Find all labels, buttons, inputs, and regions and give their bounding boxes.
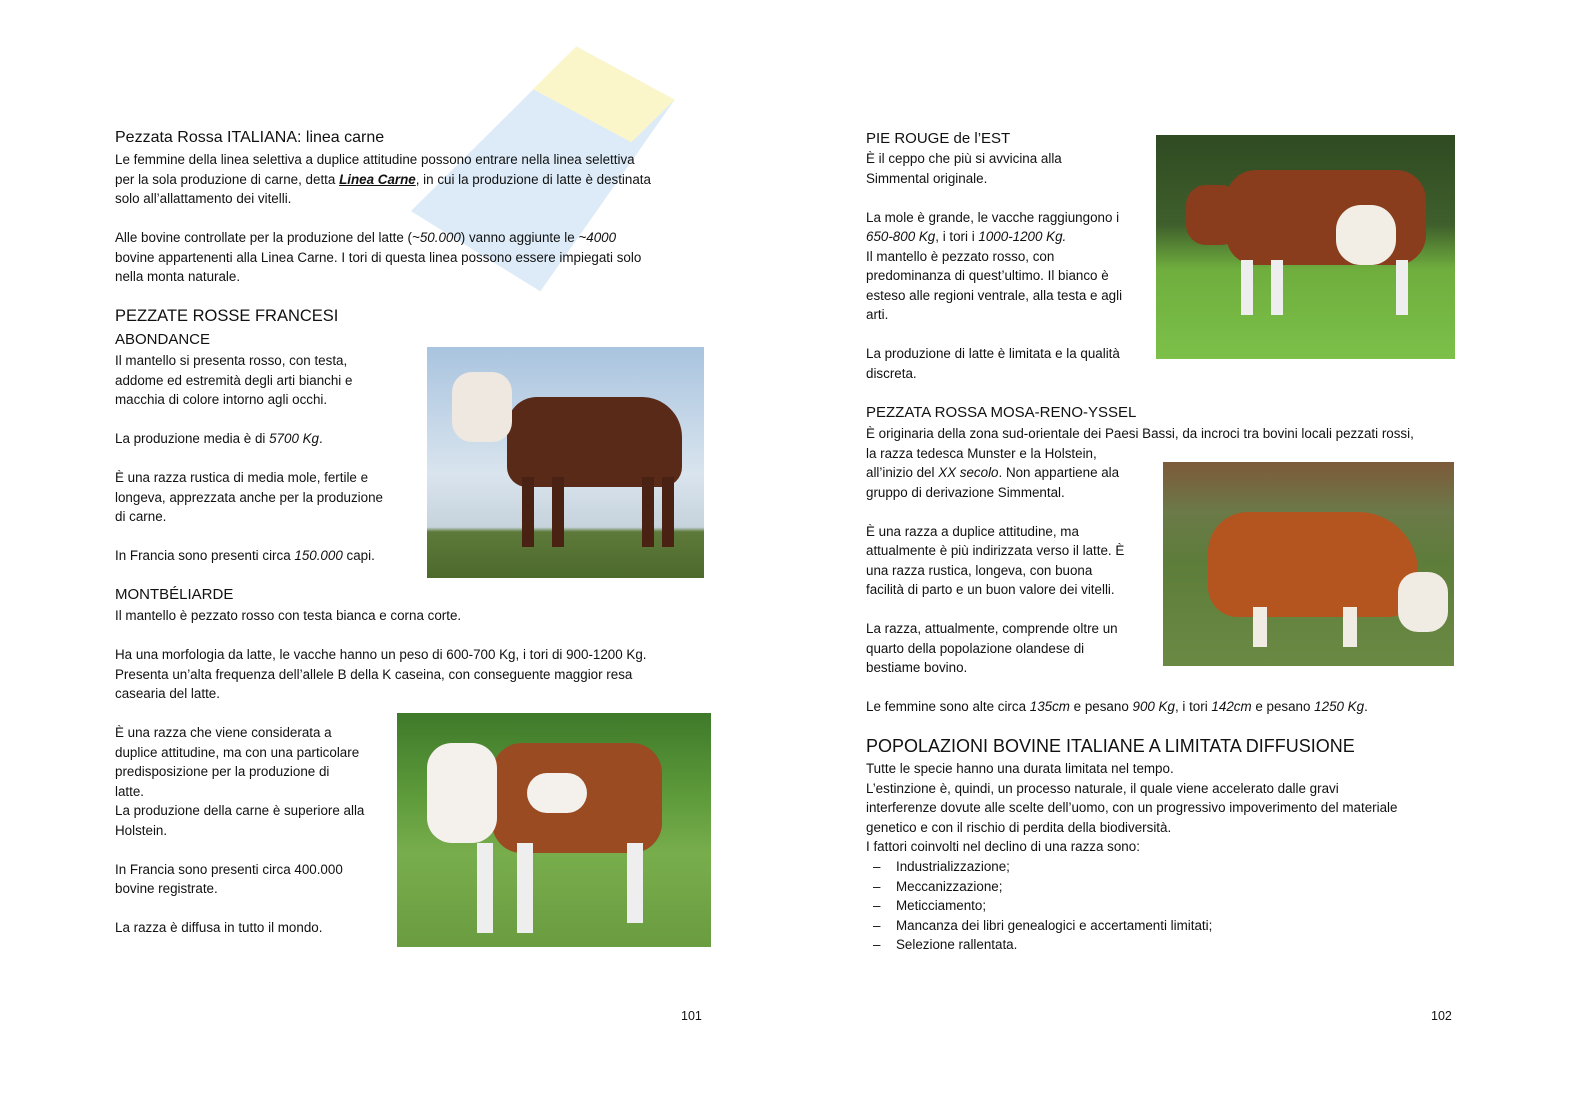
text-segment: , i tori xyxy=(1174,699,1212,714)
text-segment: Ha una morfologia da latte, le vacche hanno un peso di 600-700 Kg, i tori di 900-1200 Kg. xyxy=(115,647,647,662)
paragraph-gap xyxy=(115,410,383,430)
text-segment: La produzione di latte è limitata e la qualità xyxy=(866,346,1120,361)
text-line xyxy=(866,837,1397,857)
text-line xyxy=(866,798,1397,818)
text-line xyxy=(866,149,1122,169)
text-line xyxy=(115,390,383,410)
page-number-left: 101 xyxy=(681,1009,702,1023)
italic-value: XX secolo xyxy=(938,465,999,480)
text-segment: capi. xyxy=(342,548,375,563)
text-segment: . xyxy=(319,431,323,446)
paragraph-gap xyxy=(115,840,364,860)
text-segment: La razza, attualmente, comprende oltre un xyxy=(866,621,1118,636)
text-line xyxy=(866,286,1122,306)
text-segment: arti. xyxy=(866,307,889,322)
text-line xyxy=(115,645,647,665)
text-line xyxy=(115,468,383,488)
heading-montbeliarde: MONTBÉLIARDE xyxy=(115,586,234,603)
text-segment: attualmente è più indirizzata verso il latte. È xyxy=(866,543,1125,558)
text-line xyxy=(115,189,651,209)
text-segment: È il ceppo che più si avvicina alla xyxy=(866,151,1062,166)
text-line xyxy=(866,247,1122,267)
list-item xyxy=(866,877,1212,897)
emphasized-term: Linea Carne xyxy=(339,171,416,187)
text-segment: Il mantello è pezzato rosso, con xyxy=(866,248,1055,264)
text-segment: nella monta naturale. xyxy=(115,269,241,284)
text-line xyxy=(115,248,651,268)
text-segment: Simmental originale. xyxy=(866,170,988,186)
text-segment: È una razza che viene considerata a xyxy=(115,725,332,740)
text-line xyxy=(115,170,651,190)
text-segment: casearia del latte. xyxy=(115,686,220,701)
text-segment: bovine registrate. xyxy=(115,881,218,896)
list-item-text: Meccanizzazione; xyxy=(896,878,1003,894)
page-number-right: 102 xyxy=(1431,1009,1452,1023)
italic-value: 5700 Kg xyxy=(269,431,319,446)
text-segment: duplice attitudine, ma con una particolare xyxy=(115,744,360,760)
heading-mosa-reno-yssel: PEZZATA ROSSA MOSA-RENO-YSSEL xyxy=(866,404,1137,421)
text-segment: ) vanno aggiunte le xyxy=(460,230,579,245)
list-item-text: Selezione rallentata. xyxy=(896,937,1018,952)
text-segment: latte. xyxy=(115,783,145,799)
text-segment: Il mantello si presenta rosso, con testa, xyxy=(115,353,348,368)
text-segment: la razza tedesca Munster e la Holstein, xyxy=(866,445,1097,461)
text-segment: di carne. xyxy=(115,509,167,524)
text-line xyxy=(115,684,647,704)
intro-paragraph xyxy=(115,150,651,287)
text-line xyxy=(115,918,364,938)
text-segment: discreta. xyxy=(866,365,917,381)
text-segment: predisposizione per la produzione di xyxy=(115,764,330,779)
text-line xyxy=(115,879,364,899)
text-line xyxy=(866,344,1122,364)
text-line xyxy=(115,267,651,287)
text-segment: facilità di parto e un buon valore dei vitelli. xyxy=(866,582,1115,597)
italic-value: 150.000 xyxy=(294,548,343,563)
text-line xyxy=(866,424,1414,444)
list-item-text: Industrializzazione; xyxy=(896,859,1010,874)
list-item xyxy=(866,935,1212,955)
text-segment: La razza è diffusa in tutto il mondo. xyxy=(115,920,323,935)
text-segment: Le femmine della linea selettiva a duplice attitudine possono entrare nella linea selettiva xyxy=(115,152,635,167)
dash-bullet-icon: – xyxy=(873,917,881,933)
text-line xyxy=(115,488,383,508)
popolazioni-text xyxy=(866,759,1397,857)
text-segment: , in cui la produzione di latte è destinata xyxy=(415,171,651,187)
text-segment: Tutte le specie hanno una durata limitata nel tempo. xyxy=(866,761,1174,776)
text-segment: È una razza rustica di media mole, fertile e xyxy=(115,470,369,485)
text-line xyxy=(866,759,1397,779)
text-line xyxy=(866,779,1397,799)
text-segment: quarto della popolazione olandese di xyxy=(866,640,1085,656)
text-segment: e pesano xyxy=(1251,699,1315,714)
text-segment: predominanza di quest’ultimo. Il bianco è xyxy=(866,268,1109,283)
abondance-cow-image xyxy=(427,347,704,578)
text-line xyxy=(866,697,1414,717)
text-segment: e pesano xyxy=(1069,699,1133,714)
italic-value: 1000-1200 Kg. xyxy=(978,229,1067,244)
text-segment: La mole è grande, le vacche raggiungono i xyxy=(866,209,1120,225)
text-segment: , i tori i xyxy=(935,229,979,244)
text-segment: interferenze dovute alle scelte dell’uomo, con un progressivo impoverimento del materiale xyxy=(866,800,1398,815)
abondance-text xyxy=(115,351,383,566)
text-line xyxy=(115,743,364,763)
pie-rouge-text xyxy=(866,149,1122,383)
text-line xyxy=(866,818,1397,838)
italic-value: ~4000 xyxy=(578,230,617,245)
text-line xyxy=(866,444,1414,464)
text-segment: Alle bovine controllate per la produzione del latte ( xyxy=(115,230,413,245)
text-line xyxy=(115,351,383,371)
text-segment: bestiame bovino. xyxy=(866,660,968,675)
text-segment: . xyxy=(1364,699,1368,714)
paragraph-gap xyxy=(866,188,1122,208)
text-line xyxy=(866,169,1122,189)
text-segment: addome ed estremità degli arti bianchi e xyxy=(115,372,353,388)
paragraph-gap xyxy=(866,678,1414,698)
paragraph-gap xyxy=(115,899,364,919)
heading-popolazioni: POPOLAZIONI BOVINE ITALIANE A LIMITATA DIFFUSIONE xyxy=(866,736,1355,756)
text-line xyxy=(866,364,1122,384)
text-line xyxy=(115,507,383,527)
text-segment: longeva, apprezzata anche per la produzione xyxy=(115,489,384,505)
list-item xyxy=(866,916,1212,936)
dash-bullet-icon: – xyxy=(873,937,881,952)
list-item xyxy=(866,896,1212,916)
pie-rouge-cow-image xyxy=(1156,135,1455,359)
italic-value: 135cm xyxy=(1029,699,1070,714)
paragraph-gap xyxy=(115,209,651,229)
text-line xyxy=(115,371,383,391)
paragraph-gap xyxy=(115,527,383,547)
italic-value: 900 Kg xyxy=(1132,699,1175,714)
dash-bullet-icon: – xyxy=(873,898,881,913)
text-line xyxy=(115,762,364,782)
text-segment: L’estinzione è, quindi, un processo naturale, il quale viene accelerato dalle gravi xyxy=(866,780,1339,796)
text-segment: all’inizio del xyxy=(866,465,939,480)
text-line xyxy=(115,723,364,743)
heading-abondance: ABONDANCE xyxy=(115,331,211,348)
text-segment: I fattori coinvolti nel declino di una razza sono: xyxy=(866,839,1140,854)
list-item xyxy=(866,857,1212,877)
montbeliarde-text xyxy=(115,606,647,704)
text-segment: È una razza a duplice attitudine, ma xyxy=(866,523,1079,539)
text-segment: . Non appartiene ala xyxy=(998,465,1120,480)
italic-value: 142cm xyxy=(1211,699,1252,714)
text-line xyxy=(115,782,364,802)
text-segment: solo all’allattamento dei vitelli. xyxy=(115,191,292,206)
paragraph-gap xyxy=(115,626,647,646)
text-segment: Holstein. xyxy=(115,822,168,838)
text-line xyxy=(115,860,364,880)
text-segment: In Francia sono presenti circa xyxy=(115,548,295,563)
text-segment: gruppo di derivazione Simmental. xyxy=(866,484,1065,500)
montbeliarde-cow-image xyxy=(397,713,711,947)
text-segment: Presenta un’alta frequenza dell’allele B della K caseina, con conseguente maggior resa xyxy=(115,666,633,682)
mosa-cow-image xyxy=(1163,462,1454,666)
paragraph-gap xyxy=(115,449,383,469)
text-line xyxy=(115,228,651,248)
text-line xyxy=(115,821,364,841)
text-segment: esteso alle regioni ventrale, alla testa e agli xyxy=(866,287,1123,303)
text-line xyxy=(115,429,383,449)
text-segment: una razza rustica, longeva, con buona xyxy=(866,562,1093,578)
text-line xyxy=(866,266,1122,286)
text-segment: La produzione media è di xyxy=(115,431,270,446)
heading-pie-rouge: PIE ROUGE de l’EST xyxy=(866,130,1011,147)
italic-value: 1250 Kg xyxy=(1314,699,1365,714)
decline-factors-list xyxy=(866,857,1212,955)
heading-pezzate-rosse-francesi: PEZZATE ROSSE FRANCESI xyxy=(115,307,339,325)
italic-value: 650-800 Kg xyxy=(866,229,936,244)
italic-value: ~50.000 xyxy=(412,230,461,245)
text-line xyxy=(115,801,364,821)
text-segment: La produzione della carne è superiore alla xyxy=(115,803,365,818)
text-segment: È originaria della zona sud-orientale dei Paesi Bassi, da incroci tra bovini locali pezzati rossi, xyxy=(866,426,1414,441)
list-item-text: Meticciamento; xyxy=(896,898,987,913)
text-segment: genetico e con il rischio di perdita della biodiversità. xyxy=(866,819,1172,835)
text-line xyxy=(115,546,383,566)
text-segment: macchia di colore intorno agli occhi. xyxy=(115,392,328,407)
heading-linea-carne: Pezzata Rossa ITALIANA: linea carne xyxy=(115,129,385,146)
text-segment: Le femmine sono alte circa xyxy=(866,699,1030,714)
text-line xyxy=(866,227,1122,247)
dash-bullet-icon: – xyxy=(873,859,881,874)
paragraph-gap xyxy=(866,325,1122,345)
dash-bullet-icon: – xyxy=(873,878,881,894)
text-line xyxy=(115,606,647,626)
text-line xyxy=(866,208,1122,228)
text-segment: Il mantello è pezzato rosso con testa bianca e corna corte. xyxy=(115,608,462,623)
text-line xyxy=(866,305,1122,325)
list-item-text: Mancanza dei libri genealogici e accertamenti limitati; xyxy=(896,917,1213,933)
text-segment: per la sola produzione di carne, detta xyxy=(115,171,340,187)
text-line xyxy=(115,150,651,170)
text-line xyxy=(115,665,647,685)
text-segment: bovine appartenenti alla Linea Carne. I tori di questa linea possono essere impiegati solo xyxy=(115,249,642,265)
text-segment: In Francia sono presenti circa 400.000 xyxy=(115,861,343,877)
montbeliarde-text-2 xyxy=(115,723,364,938)
